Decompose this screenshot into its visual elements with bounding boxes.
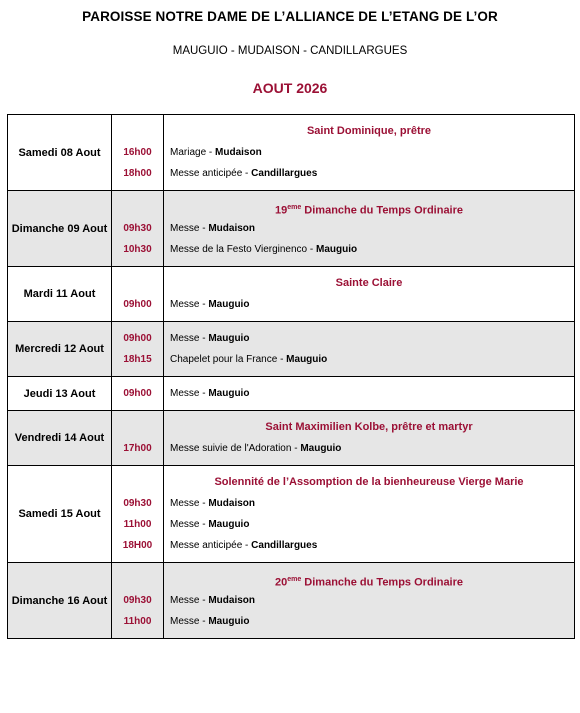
feast-ordinal: eme <box>287 204 302 211</box>
service-place: Mauguio <box>208 616 250 627</box>
day-label: Jeudi 13 Aout <box>8 377 112 411</box>
day-label: Dimanche 09 Aout <box>8 191 112 267</box>
day-row <box>8 191 575 267</box>
feast-title <box>164 569 574 590</box>
day-row <box>8 322 575 377</box>
service-entry <box>164 218 574 239</box>
service-entry <box>164 142 574 163</box>
service-place: Mauguio <box>300 443 342 454</box>
events-cell <box>164 191 575 267</box>
service-time: 09h00 <box>123 299 152 310</box>
service-entry <box>164 493 574 514</box>
day-row <box>8 115 575 191</box>
day-row <box>8 377 575 411</box>
service-place: Candillargues <box>251 540 318 551</box>
service-entry <box>164 328 574 349</box>
service-time: 09h30 <box>123 223 152 234</box>
service-type: Messe - <box>170 388 209 399</box>
service-place: Mudaison <box>208 498 256 509</box>
service-type: Messe - <box>170 333 209 344</box>
times-cell <box>112 377 164 411</box>
feast-title <box>164 472 574 493</box>
service-place: Mudaison <box>208 223 256 234</box>
day-label: Dimanche 16 Aout <box>8 563 112 639</box>
service-entry <box>164 163 574 184</box>
service-type: Messe - <box>170 519 209 530</box>
service-time: 17h00 <box>123 443 152 454</box>
service-place: Mauguio <box>286 354 328 365</box>
service-type: Chapelet pour la France - <box>170 354 287 365</box>
service-type: Messe de la Festo Vierginenco - <box>170 244 317 255</box>
feast-title <box>164 197 574 218</box>
day-label: Samedi 08 Aout <box>8 115 112 191</box>
day-row <box>8 267 575 322</box>
service-type: Messe - <box>170 299 209 310</box>
service-time: 18H00 <box>122 540 153 551</box>
service-type: Messe - <box>170 498 209 509</box>
day-label: Mardi 11 Aout <box>8 267 112 322</box>
events-cell <box>164 322 575 377</box>
service-place: Candillargues <box>251 168 318 179</box>
parish-title: PAROISSE NOTRE DAME DE L’ALLIANCE DE L’ETANG DE L’OR <box>82 9 498 24</box>
service-time: 16h00 <box>123 147 152 158</box>
feast-number: 19 <box>274 204 288 217</box>
events-cell <box>164 267 575 322</box>
service-place: Mauguio <box>208 333 250 344</box>
service-type: Messe - <box>170 616 209 627</box>
feast-spacer <box>112 121 163 142</box>
times-cell <box>112 322 164 377</box>
service-place: Mauguio <box>208 299 250 310</box>
service-type: Messe suivie de l'Adoration - <box>170 443 301 454</box>
day-label: Vendredi 14 Aout <box>8 411 112 466</box>
day-row <box>8 466 575 563</box>
service-time: 09h00 <box>123 388 152 399</box>
times-cell <box>112 411 164 466</box>
feast-number: 20 <box>274 576 288 589</box>
service-time: 18h15 <box>123 354 152 365</box>
events-cell <box>164 115 575 191</box>
service-entry <box>164 535 574 556</box>
towns-subtitle: MAUGUIO - MUDAISON - CANDILLARGUES <box>172 45 408 57</box>
service-place: Mudaison <box>208 595 256 606</box>
service-time: 18h00 <box>123 168 152 179</box>
month-heading: AOUT 2026 <box>252 80 328 96</box>
times-cell <box>112 563 164 639</box>
service-type: Messe - <box>170 595 209 606</box>
service-time: 10h30 <box>123 244 152 255</box>
events-cell <box>164 377 575 411</box>
service-time: 11h00 <box>123 616 152 627</box>
feast-text: Dimanche du Temps Ordinaire <box>301 204 464 217</box>
service-type: Messe anticipée - <box>170 540 252 551</box>
service-entry <box>164 239 574 260</box>
feast-title <box>164 273 574 294</box>
times-cell <box>112 267 164 322</box>
service-entry <box>164 590 574 611</box>
events-cell <box>164 411 575 466</box>
service-place: Mauguio <box>208 519 250 530</box>
service-type: Messe anticipée - <box>170 168 252 179</box>
day-row <box>8 563 575 639</box>
service-type: Messe - <box>170 223 209 234</box>
service-entry <box>164 438 574 459</box>
feast-text: Saint Dominique, prêtre <box>306 125 432 137</box>
feast-spacer <box>112 569 163 590</box>
feast-title <box>164 417 574 438</box>
service-place: Mauguio <box>316 244 358 255</box>
feast-ordinal: eme <box>287 576 302 583</box>
feast-spacer <box>112 197 163 218</box>
times-cell <box>112 115 164 191</box>
feast-text: Dimanche du Temps Ordinaire <box>301 576 464 589</box>
feast-text: Solennité de l’Assomption de la bienheureuse Vierge Marie <box>214 476 524 488</box>
day-row <box>8 411 575 466</box>
day-label: Mercredi 12 Aout <box>8 322 112 377</box>
times-cell <box>112 466 164 563</box>
times-cell <box>112 191 164 267</box>
service-entry <box>164 611 574 632</box>
schedule-table <box>7 114 575 639</box>
feast-spacer <box>112 472 163 493</box>
feast-spacer <box>112 273 163 294</box>
service-time: 09h00 <box>123 333 152 344</box>
feast-title <box>164 121 574 142</box>
service-entry <box>164 294 574 315</box>
feast-spacer <box>112 417 163 438</box>
events-cell <box>164 563 575 639</box>
feast-text: Sainte Claire <box>335 277 403 289</box>
service-entry <box>164 383 574 404</box>
service-place: Mudaison <box>215 147 262 158</box>
service-place: Mauguio <box>208 388 250 399</box>
service-entry <box>164 514 574 535</box>
service-time: 11h00 <box>123 519 152 530</box>
feast-text: Saint Maximilien Kolbe, prêtre et martyr <box>265 421 473 433</box>
service-time: 09h30 <box>123 595 152 606</box>
day-label: Samedi 15 Aout <box>8 466 112 563</box>
events-cell <box>164 466 575 563</box>
service-type: Mariage - <box>170 147 216 158</box>
service-time: 09h30 <box>123 498 152 509</box>
service-entry <box>164 349 574 370</box>
